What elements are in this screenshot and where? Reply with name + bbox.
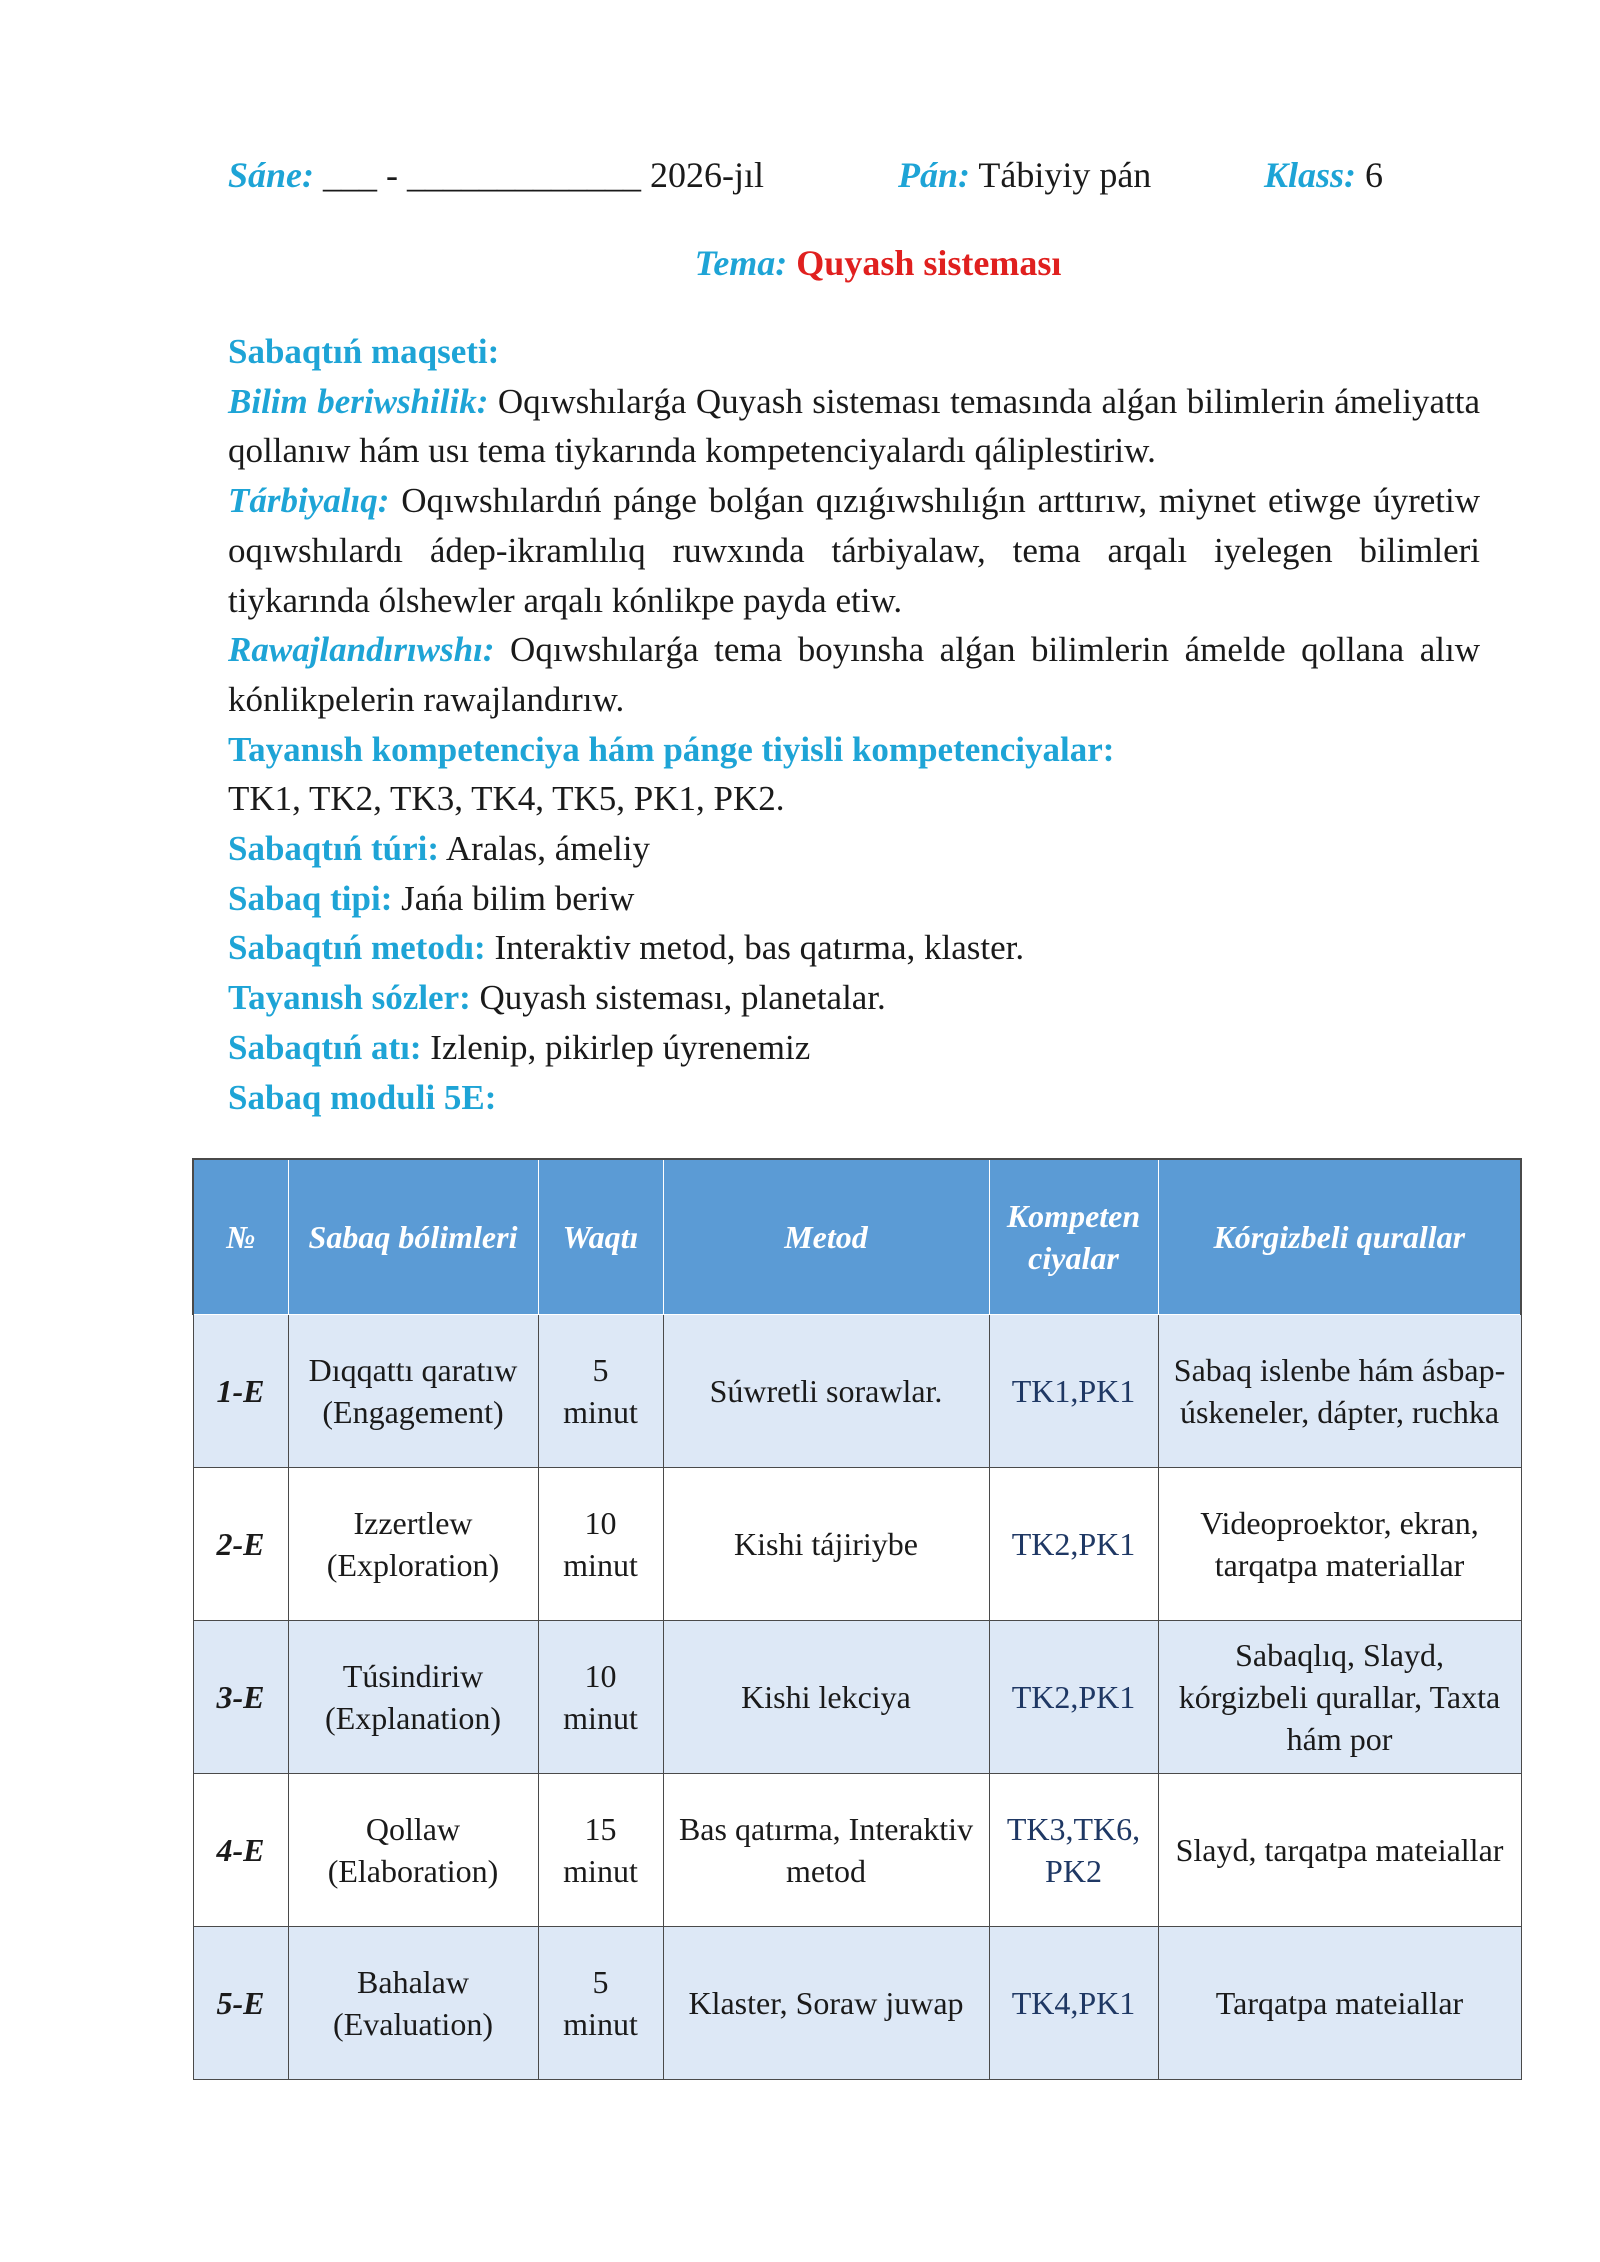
row-section-english: (Evaluation) [333, 2006, 493, 2042]
row-time-unit: minut [563, 1853, 638, 1889]
lesson-goals [228, 327, 1480, 1122]
row-section-english: (Exploration) [326, 1547, 500, 1583]
row-tools: Videoproektor, ekran, tarqatpa materiallar [1158, 1468, 1521, 1621]
topic-value: Quyash sisteması [796, 243, 1062, 283]
class-label: Klass: [1264, 155, 1357, 195]
date-label: Sáne: [228, 155, 315, 195]
row-tools: Slayd, tarqatpa mateiallar [1158, 1774, 1521, 1927]
row-competencies: TK3,TK6, PK2 [989, 1774, 1158, 1927]
row-time-unit: minut [563, 1394, 638, 1430]
row-competencies: TK1,PK1 [989, 1315, 1158, 1468]
row-tools: Tarqatpa mateiallar [1158, 1927, 1521, 2080]
row-time-unit: minut [563, 1547, 638, 1583]
row-time-value: 10 [584, 1505, 617, 1541]
lesson-name-value: Izlenip, pikirlep úyrenemiz [430, 1027, 811, 1067]
row-time-value: 5 [592, 1964, 609, 2000]
topic-line [0, 238, 1600, 288]
row-tools: Sabaqlıq, Slayd, kórgizbeli qurallar, Taxta hám por [1158, 1621, 1521, 1774]
development-goal [228, 625, 1480, 724]
row-number: 5-E [193, 1927, 288, 2080]
lesson-module-table [192, 1158, 1522, 2080]
lesson-type-label: Sabaqtıń túri: [228, 829, 440, 869]
upbringing-label: Tárbiyalıq: [228, 481, 390, 521]
row-time-value: 10 [584, 1658, 617, 1694]
row-time-unit: minut [563, 2006, 638, 2042]
lesson-name-label: Sabaqtıń atı: [228, 1027, 422, 1067]
row-competencies: TK2,PK1 [989, 1621, 1158, 1774]
lesson-type [228, 824, 1480, 874]
row-section-name: Izzertlew [353, 1505, 473, 1541]
row-method: Bas qatırma, Interaktiv metod [663, 1774, 989, 1927]
table-row [193, 1315, 1521, 1468]
lesson-kind-label: Sabaq tipi: [228, 878, 393, 918]
lesson-method [228, 923, 1480, 973]
lesson-kind [228, 874, 1480, 924]
row-section-english: (Explanation) [325, 1700, 501, 1736]
column-header-number: № [193, 1159, 288, 1315]
class-value: 6 [1365, 155, 1384, 195]
subject-field [898, 150, 1151, 200]
subject-label: Pán: [898, 155, 970, 195]
knowledge-goal [228, 377, 1480, 476]
row-number: 4-E [193, 1774, 288, 1927]
column-header-competencies: Kompeten ciyalar [989, 1159, 1158, 1315]
competencies-value: TK1, TK2, TK3, TK4, TK5, PK1, PK2. [228, 779, 785, 819]
row-time [538, 1774, 663, 1927]
row-time-value: 15 [584, 1811, 617, 1847]
upbringing-text: Oqıwshılardıń pánge bolǵan qızıǵıwshılıǵın arttırıw, miynet etiwge úyretiw oqıwshılardı ádep-ikramlılıq ruwxında tárbiyalaw, tema arqalı iyelegen bilimleri tiykarında ólshewler arqalı kónlikpe payda etiw. [228, 481, 1480, 620]
row-section-english: (Elaboration) [327, 1853, 499, 1889]
keywords-value: Quyash sisteması, planetalar. [479, 978, 886, 1018]
table-row [193, 1621, 1521, 1774]
row-time [538, 1315, 663, 1468]
row-time-unit: minut [563, 1700, 638, 1736]
module-heading: Sabaq moduli 5E: [228, 1077, 497, 1117]
row-section [288, 1468, 538, 1621]
row-number: 2-E [193, 1468, 288, 1621]
class-field [1264, 150, 1383, 200]
table-row [193, 1927, 1521, 2080]
row-section-name: Bahalaw [357, 1964, 469, 2000]
row-method: Kishi tájiriybe [663, 1468, 989, 1621]
row-time [538, 1468, 663, 1621]
table-header-row [193, 1159, 1521, 1315]
date-field [228, 150, 764, 200]
row-competencies: TK4,PK1 [989, 1927, 1158, 2080]
subject-value: Tábiyiy pán [978, 155, 1152, 195]
row-number: 3-E [193, 1621, 288, 1774]
row-section-english: (Engagement) [322, 1394, 504, 1430]
row-tools: Sabaq islenbe hám ásbap-úskeneler, dápter, ruchka [1158, 1315, 1521, 1468]
row-competencies: TK2,PK1 [989, 1468, 1158, 1621]
lesson-method-label: Sabaqtıń metodı: [228, 928, 486, 968]
date-value: ___ - _____________ 2026-jıl [323, 155, 764, 195]
row-section [288, 1774, 538, 1927]
lesson-type-value: Aralas, ámeliy [445, 829, 650, 869]
header-row [228, 150, 1400, 200]
column-header-section: Sabaq bólimleri [288, 1159, 538, 1315]
goals-heading: Sabaqtıń maqseti: [228, 332, 500, 371]
row-number: 1-E [193, 1315, 288, 1468]
row-section [288, 1621, 538, 1774]
development-label: Rawajlandırıwshı: [228, 630, 495, 670]
column-header-tools: Kórgizbeli qurallar [1158, 1159, 1521, 1315]
row-time [538, 1927, 663, 2080]
lesson-name [228, 1023, 1480, 1073]
row-time-value: 5 [592, 1352, 609, 1388]
keywords-label: Tayanısh sózler: [228, 978, 471, 1018]
row-method: Klaster, Soraw juwap [663, 1927, 989, 2080]
row-method: Súwretli sorawlar. [663, 1315, 989, 1468]
column-header-method: Metod [663, 1159, 989, 1315]
lesson-method-value: Interaktiv metod, bas qatırma, klaster. [494, 928, 1025, 968]
keywords [228, 973, 1480, 1023]
knowledge-text: Oqıwshılarǵa Quyash sisteması temasında alǵan bilimlerin ámeliyatta qollanıw hám usı tema tiykarında kompetenciyalardı qáliplestiriw. [228, 381, 1481, 471]
topic-label: Tema: [694, 243, 788, 283]
column-header-time: Waqtı [538, 1159, 663, 1315]
lesson-kind-value: Jańa bilim beriw [401, 878, 635, 918]
competencies-label: Tayanısh kompetenciya hám pánge tiyisli kompetenciyalar: [228, 729, 1115, 769]
row-section-name: Túsindiriw [342, 1658, 484, 1694]
table-row [193, 1468, 1521, 1621]
row-section [288, 1927, 538, 2080]
table-row [193, 1774, 1521, 1927]
row-section [288, 1315, 538, 1468]
development-text: Oqıwshılarǵa tema boyınsha alǵan bilimlerin ámelde qollana alıw kónlikpelerin rawajlandırıw. [228, 630, 1481, 719]
row-method: Kishi lekciya [663, 1621, 989, 1774]
knowledge-label: Bilim beriwshilik: [228, 381, 489, 421]
row-section-name: Qollaw [365, 1811, 461, 1847]
upbringing-goal [228, 476, 1480, 625]
row-time [538, 1621, 663, 1774]
row-section-name: Dıqqattı qaratıw [308, 1352, 518, 1388]
